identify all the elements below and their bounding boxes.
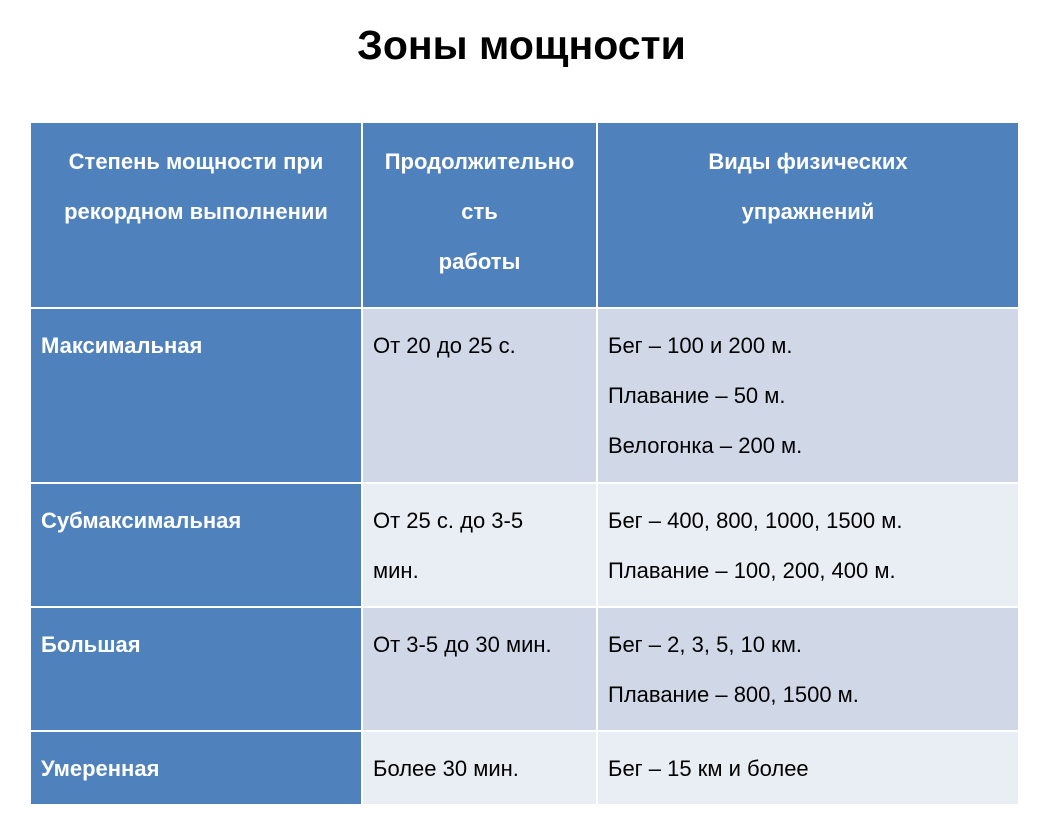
table-row (30, 308, 1019, 483)
header-line: работы (438, 249, 521, 274)
duration-line: Более 30 мин. (373, 756, 519, 781)
table-row (30, 607, 1019, 731)
zone-cell: Субмаксимальная (30, 483, 362, 607)
zone-cell: Максимальная (30, 308, 362, 483)
exercises-cell (597, 731, 1019, 805)
exercise-line: Плавание – 50 м. (608, 383, 786, 408)
exercise-line: Бег – 100 и 200 м. (608, 333, 793, 358)
duration-line: От 20 до 25 с. (373, 333, 516, 358)
header-power-degree (30, 122, 362, 308)
table-row (30, 483, 1019, 607)
exercises-cell (597, 483, 1019, 607)
header-exercises (597, 122, 1019, 308)
exercise-line: Бег – 2, 3, 5, 10 км. (608, 632, 802, 657)
duration-line: От 3-5 до 30 мин. (373, 632, 552, 657)
duration-cell (362, 607, 597, 731)
header-line: упражнений (741, 199, 875, 224)
exercise-line: Плавание – 100, 200, 400 м. (608, 558, 896, 583)
page-title: Зоны мощности (357, 22, 686, 68)
header-line: сть (461, 199, 498, 224)
duration-cell (362, 731, 597, 805)
duration-cell (362, 483, 597, 607)
header-line: рекордном выполнении (64, 199, 328, 224)
zone-cell: Большая (30, 607, 362, 731)
exercise-line: Бег – 15 км и более (608, 756, 809, 781)
duration-cell (362, 308, 597, 483)
exercises-cell (597, 607, 1019, 731)
power-zones-table (29, 121, 1020, 806)
table-row (30, 731, 1019, 805)
zone-cell: Умеренная (30, 731, 362, 805)
duration-line: мин. (373, 558, 419, 583)
header-line: Виды физических (708, 149, 908, 174)
header-line: Продолжительно (384, 149, 575, 174)
table-header-row (30, 122, 1019, 308)
header-duration (362, 122, 597, 308)
exercise-line: Бег – 400, 800, 1000, 1500 м. (608, 508, 903, 533)
exercise-line: Велогонка – 200 м. (608, 433, 803, 458)
exercise-line: Плавание – 800, 1500 м. (608, 682, 859, 707)
duration-line: От 25 с. до 3-5 (373, 508, 524, 533)
exercises-cell (597, 308, 1019, 483)
header-line: Степень мощности при (68, 149, 324, 174)
